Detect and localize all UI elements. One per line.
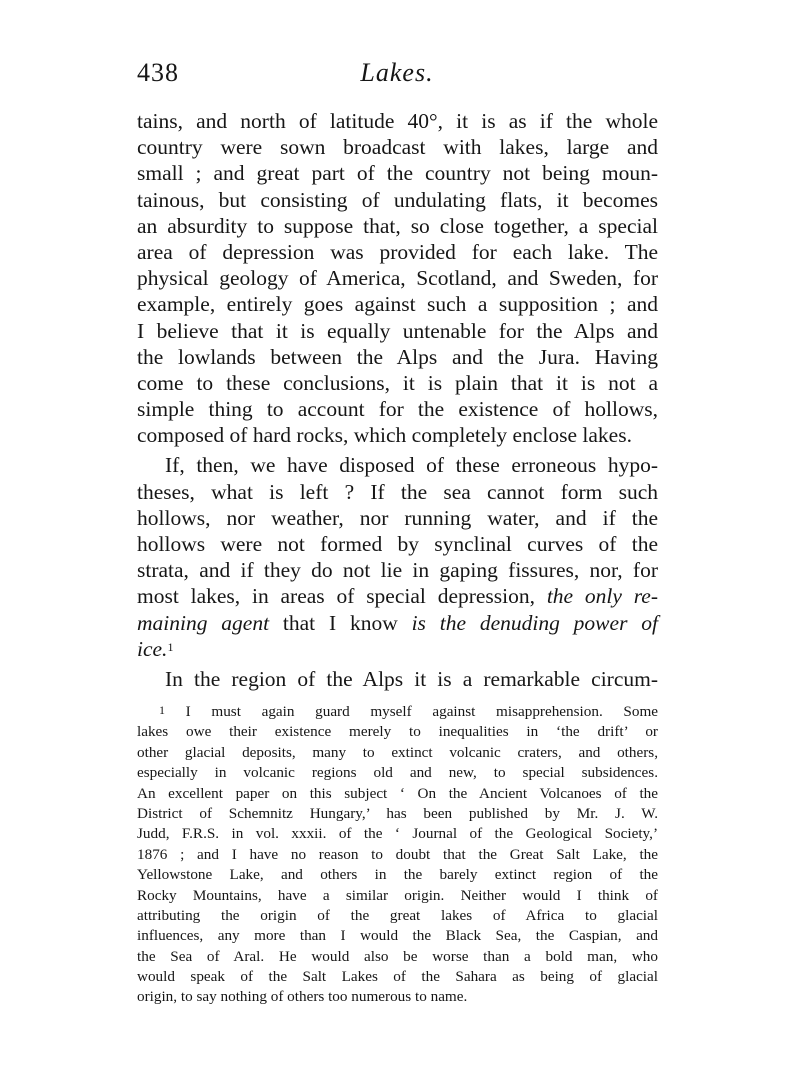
body-line-italic: ice. [137,636,168,661]
body-line: tainous, but consisting of undulating flats, it becomes [137,187,658,212]
footnote-line: 1876 ; and I have no reason to doubt that the Great Salt Lake, the [137,845,658,863]
footnote [137,702,658,1008]
footnote-marker: 1 [159,703,165,717]
footnote-line: would speak of the Salt Lakes of the Sahara as being of glacial [137,968,658,986]
footnote-line: origin, to say nothing of others too numerous to name. [137,988,468,1006]
body-line: the lowlands between the Alps and the Jura. Having [137,344,658,369]
body-line-roman: most lakes, in areas of special depression, [137,584,536,609]
body-line-italic: is the denuding power of [411,610,658,635]
body-line: composed of hard rocks, which completely enclose lakes. [137,423,632,448]
body-line: an absurdity to suppose that, so close together, a special [137,213,658,238]
body-line: example, entirely goes against such a supposition ; and [137,292,658,317]
body-line [137,636,658,662]
body-line-roman: that I know [282,610,398,635]
body-line: hollows were not formed by synclinal curves of the [137,532,658,556]
body-line: small ; and great part of the country not being moun- [137,161,658,186]
body-line: theses, what is left ? If the sea cannot form such [137,479,658,504]
body-line: simple thing to account for the existence of hollows, [137,397,658,422]
body-line: In the region of the Alps it is a remarkable circum- [165,666,658,691]
body-line: hollows, nor weather, nor running water, and if the [137,505,658,530]
footnote-line: Judd, F.R.S. in vol. xxxii. of the ‘ Journal of the Geological Society,’ [137,825,658,843]
body-line: tains, and north of latitude 40°, it is as if the whole [137,109,658,133]
page-number: 438 [137,58,179,87]
footnote-line [137,702,658,722]
body-line: country were sown broadcast with lakes, large and [137,135,658,160]
body-line-italic: the only re- [546,584,658,609]
footnote-line: the Sea of Aral. He would also be worse than a bold man, who [137,947,658,965]
body-line: If, then, we have disposed of these erroneous hypo- [165,453,658,478]
page-header [137,58,657,98]
body-text [137,108,658,692]
body-line [137,583,658,609]
footnote-line-text: I must again guard myself against misapprehension. Some [185,703,659,720]
footnote-line: other glacial deposits, many to extinct volcanic craters, and others, [137,743,658,761]
footnote-line: Rocky Mountains, have a similar origin. Neither would I think of [137,886,658,904]
body-line: come to these conclusions, it is plain that it is not a [137,370,658,395]
body-line: area of depression was provided for each lake. The [137,239,658,264]
footnote-reference: 1 [167,639,174,654]
footnote-line: attributing the origin of the great lakes of Africa to glacial [137,906,658,924]
footnote-line: lakes owe their existence merely to inequalities in ‘the drift’ or [137,723,658,741]
footnote-line: District of Schemnitz Hungary,’ has been published by Mr. J. W. [137,804,658,822]
body-line: strata, and if they do not lie in gaping fissures, nor, for [137,558,658,583]
body-line [137,610,658,636]
body-line-italic: maining agent [137,610,270,635]
footnote-line: influences, any more than I would the Black Sea, the Caspian, and [137,927,658,945]
footnote-line: An excellent paper on this subject ‘ On the Ancient Volcanoes of the [137,784,658,802]
running-title: Lakes. [360,58,434,87]
footnote-line: especially in volcanic regions old and new, to special subsidences. [137,764,658,782]
body-line: physical geology of America, Scotland, and Sweden, for [137,266,658,291]
body-line: I believe that it is equally untenable for the Alps and [137,318,658,343]
footnote-line: Yellowstone Lake, and others in the barely extinct region of the [137,866,658,884]
